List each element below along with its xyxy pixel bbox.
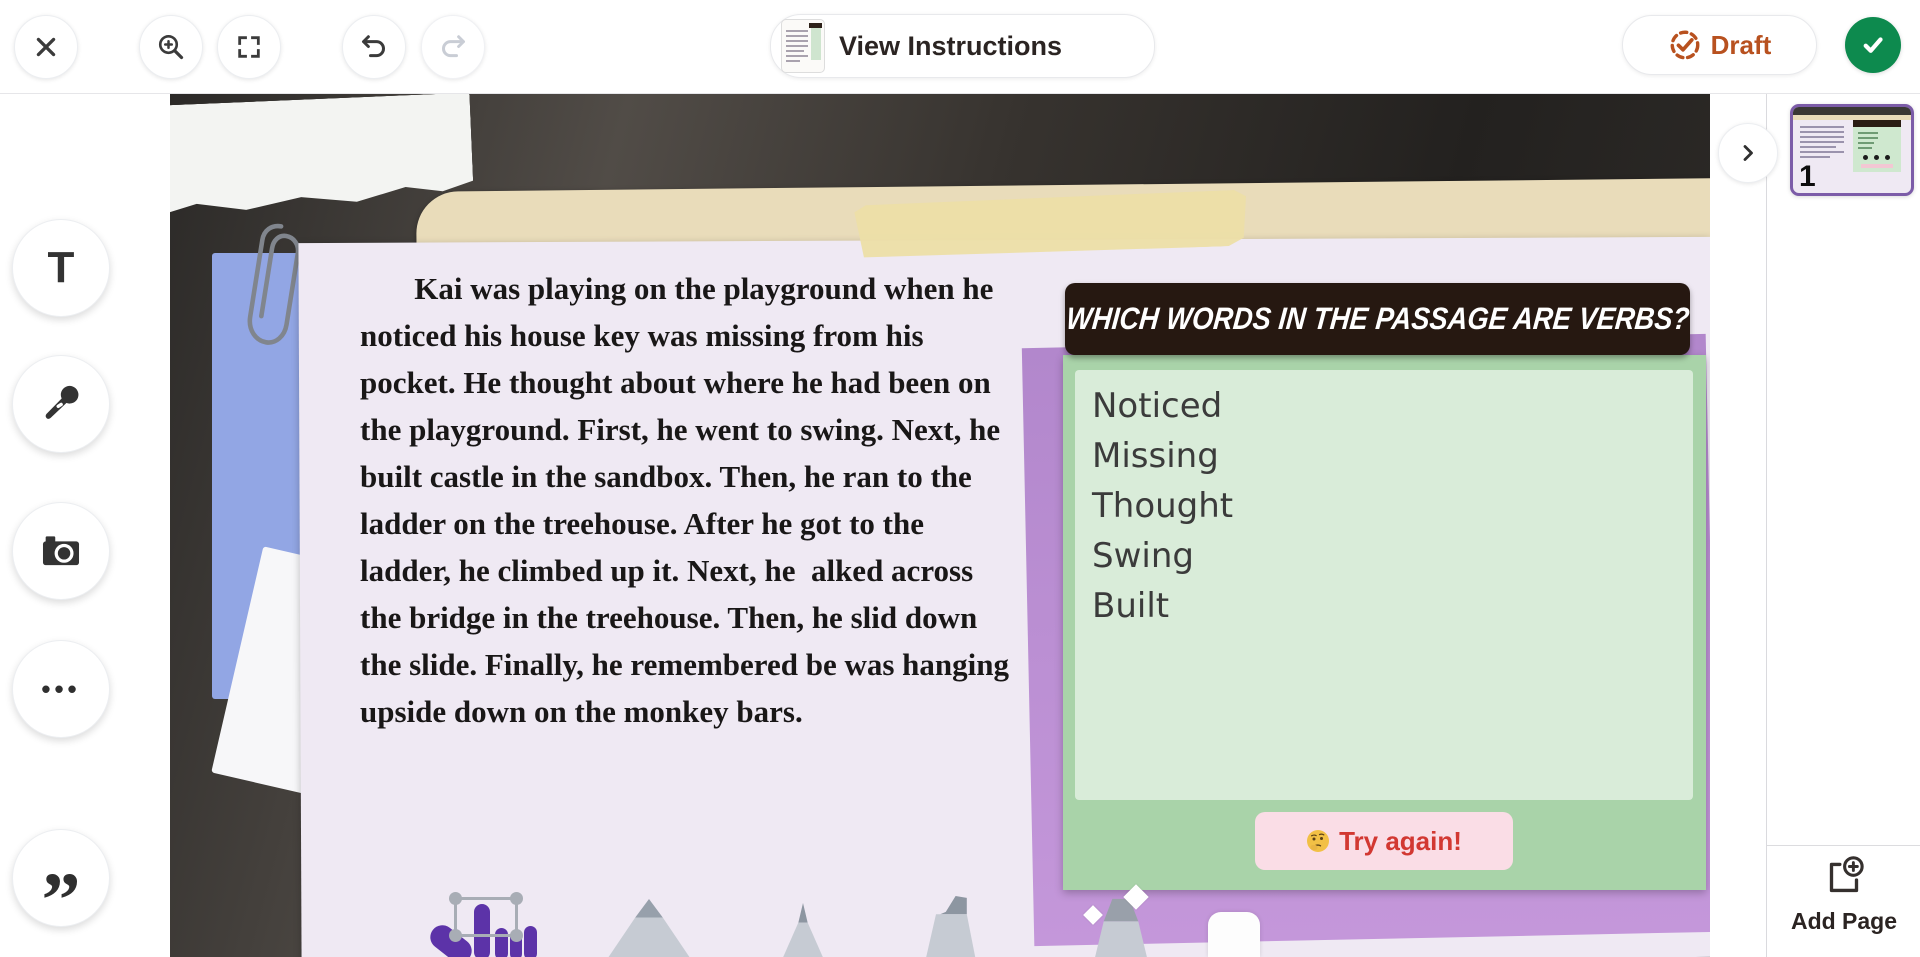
page-thumbnail-current[interactable] [1790, 104, 1914, 196]
answer-item[interactable]: Noticed [1092, 386, 1223, 426]
text-tool-icon: T [47, 243, 75, 292]
camera-icon [38, 528, 84, 574]
page-number: 1 [1799, 160, 1816, 193]
undo-icon [359, 32, 389, 62]
selection-handle[interactable] [510, 929, 523, 942]
worksheet-canvas[interactable] [170, 93, 1710, 957]
fullscreen-icon [235, 33, 263, 61]
top-toolbar [0, 0, 1920, 94]
zoom-in-icon [156, 32, 186, 62]
chevron-right-icon [1736, 141, 1760, 165]
marker-chisel-illustration[interactable] [915, 896, 985, 957]
try-again-label: Try again! [1339, 825, 1462, 856]
quote-tool-button[interactable]: ” [12, 829, 110, 927]
zoom-in-button[interactable] [139, 15, 203, 79]
ellipsis-icon: ••• [41, 673, 81, 704]
collapse-panel-button[interactable] [1718, 123, 1778, 183]
selection-handle[interactable] [449, 929, 462, 942]
view-instructions-button[interactable] [770, 14, 1155, 78]
close-button[interactable] [14, 15, 78, 79]
pencil-tip-illustration[interactable] [606, 899, 692, 957]
draft-label: Draft [1710, 29, 1772, 60]
close-icon [33, 34, 59, 60]
view-instructions-label: View Instructions [839, 30, 1063, 61]
add-page-label: Add Page [1790, 908, 1898, 934]
camera-button[interactable] [12, 502, 110, 600]
thumb-leather-band [1793, 107, 1911, 115]
selection-box[interactable] [454, 897, 518, 937]
pen-tip-illustration[interactable] [770, 903, 836, 957]
selection-handle[interactable] [510, 892, 523, 905]
add-page-button[interactable] [1767, 853, 1920, 953]
answer-item[interactable]: Thought [1092, 486, 1234, 526]
instructions-thumbnail-icon [781, 19, 825, 73]
page-options-icon[interactable] [1874, 155, 1879, 160]
white-card-shape[interactable] [1208, 912, 1260, 957]
answer-list[interactable] [1092, 381, 1233, 631]
redo-icon [438, 32, 468, 62]
microphone-icon [38, 381, 84, 427]
redo-button[interactable] [421, 15, 485, 79]
question-label: WHICH WORDS IN THE PASSAGE ARE VERBS? [1064, 301, 1691, 336]
answer-item[interactable]: Built [1092, 586, 1170, 626]
try-again-button[interactable] [1255, 812, 1513, 870]
answer-item[interactable]: Swing [1092, 536, 1194, 576]
question-banner[interactable] [1065, 283, 1690, 355]
add-page-icon [1819, 854, 1869, 904]
confirm-button[interactable] [1845, 17, 1901, 73]
glue-stick-illustration[interactable] [1085, 891, 1157, 957]
more-options-button[interactable] [12, 640, 110, 738]
checkmark-icon [1858, 30, 1888, 60]
undo-button[interactable] [342, 15, 406, 79]
pages-panel [1766, 93, 1920, 957]
thumb-question-bar [1853, 120, 1901, 127]
selection-handle[interactable] [449, 892, 462, 905]
thumb-feedback-bar [1861, 164, 1893, 168]
page-options-icon[interactable] [1885, 155, 1890, 160]
text-tool-button[interactable] [12, 219, 110, 317]
sparkle-icon [1083, 905, 1103, 925]
panel-divider [1767, 845, 1920, 846]
record-audio-button[interactable] [12, 355, 110, 453]
thinking-emoji-icon [1306, 829, 1330, 853]
fullscreen-button[interactable] [217, 15, 281, 79]
page-options-icon[interactable] [1863, 155, 1868, 160]
answer-item[interactable]: Missing [1092, 436, 1219, 476]
draft-status-button[interactable] [1622, 15, 1817, 75]
draft-check-icon [1668, 28, 1702, 62]
passage-text[interactable]: Kai was playing on the playground when he noticed his house key was missing from his pocket. He thought about where he had been on the playground. First, he went to swing. Next, he built castle in the sandbox. Then, he ran to the ladder on the treehouse. After he got to the ladder, he climbed up it. Next, he alked across the bridge in the treehouse. Then, he slid down the slide. Finally, he remembered be was hanging upside down on the monkey bars. [360, 271, 1017, 729]
